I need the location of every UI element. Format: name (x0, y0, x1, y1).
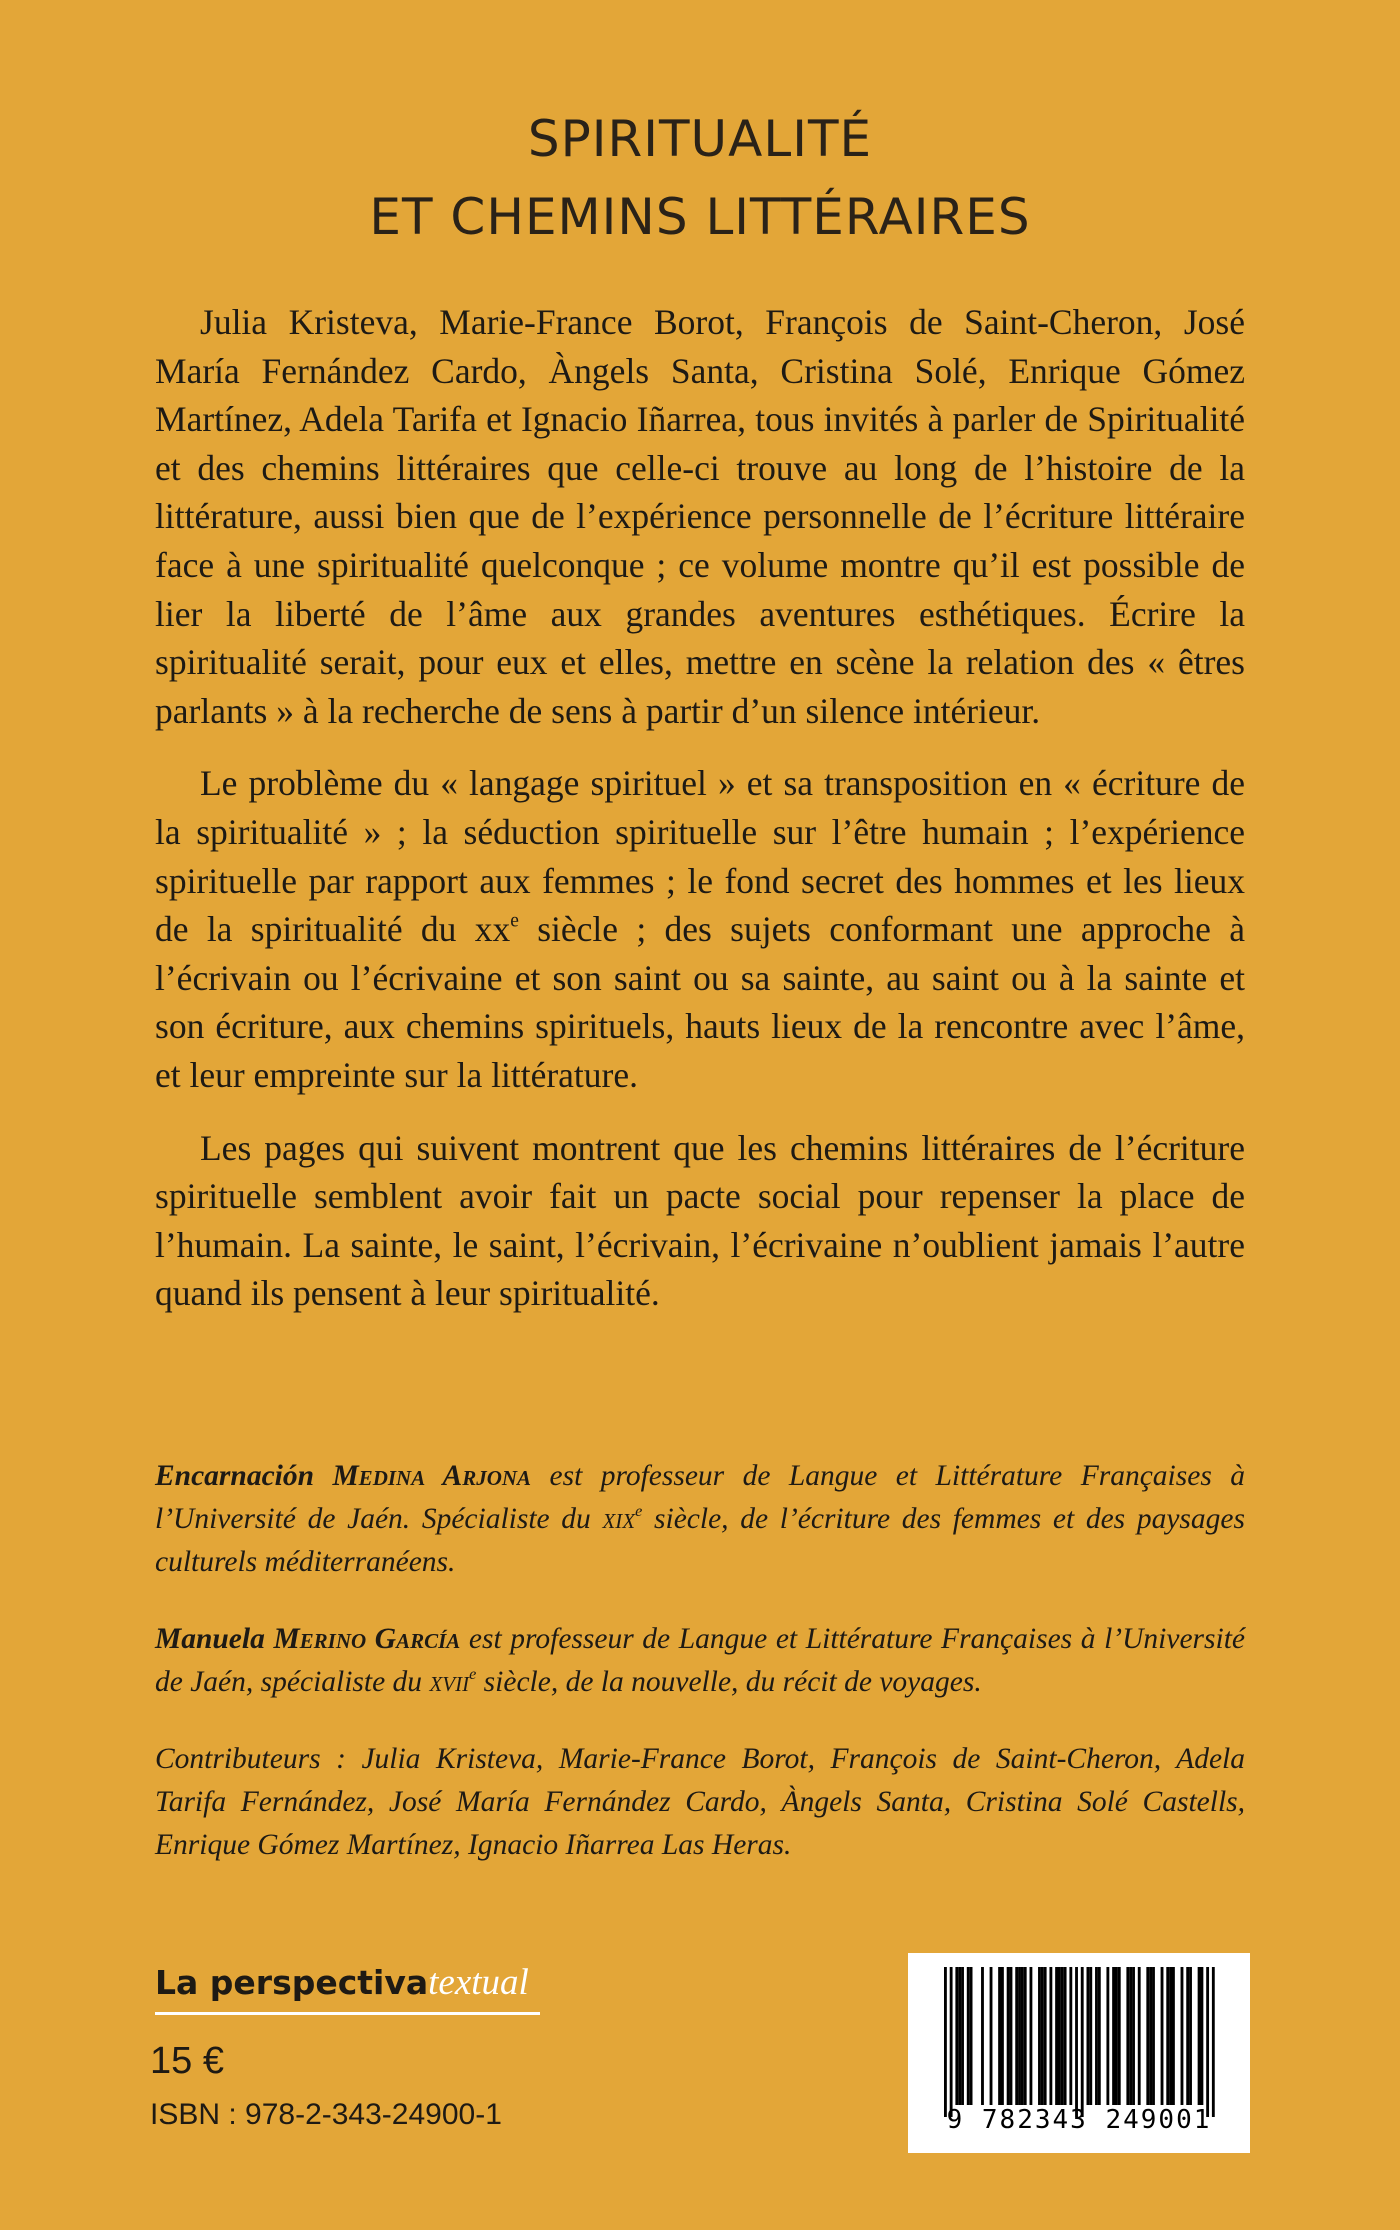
collection-underline (155, 2012, 540, 2015)
collection-name-italic: textual (428, 1962, 529, 2003)
barcode-bar (1129, 1967, 1132, 2105)
barcode-bar (1049, 1967, 1052, 2105)
barcode-bar (1061, 1967, 1064, 2105)
collection-name-bold: La perspectiva (155, 1963, 429, 2002)
barcode-bar (1138, 1967, 1141, 2105)
barcode-bar (1126, 1967, 1129, 2105)
author-2-last-name: Merino García (273, 1623, 461, 1655)
barcode-bar (1038, 1967, 1041, 2105)
barcode-bar (958, 1967, 961, 2105)
barcode-bar (1186, 1967, 1189, 2105)
author-1-first-name: Encarnación (155, 1460, 315, 1492)
barcode-bar (1087, 1967, 1090, 2105)
barcode-bar (967, 1967, 970, 2105)
barcode-bar (1166, 1967, 1169, 2105)
bio-1-text-a: est professeur de Langue et Littérature Françaises à l’Université de Jaén. Spécialiste du (155, 1460, 1245, 1535)
barcode-bar (961, 1967, 964, 2105)
barcode-bar (1172, 1967, 1175, 2105)
barcode-bar (1115, 1967, 1118, 2105)
blurb-paragraph-2-end: siècle ; des sujets conformant une approche à l’écrivain ou l’écrivaine et son saint ou sa sainte, au saint ou à la sainte et son écriture, aux chemins spirituels, hauts lieux de la rencontre avec l’âme, et leur empreinte sur la littérature. (155, 909, 1245, 1095)
barcode-bar (1198, 1967, 1201, 2105)
barcode-bar (1112, 1967, 1115, 2105)
barcode-bar (1152, 1967, 1155, 2105)
author-1-name (155, 1460, 531, 1492)
barcode-bar (990, 1967, 993, 2105)
book-title (0, 100, 1400, 256)
barcode-bar (1161, 1967, 1164, 2105)
barcode-bar (955, 1967, 958, 2105)
barcode-bar (998, 1967, 1001, 2105)
barcode-bar (1001, 1967, 1004, 2105)
barcode-bar (1021, 1967, 1024, 2105)
title-line-2: ET CHEMINS LITTÉRAIRES (369, 188, 1031, 246)
blurb-paragraph-3: Les pages qui suivent montrent que les chemins littéraires de l’écriture spirituelle semblent avoir fait un pacte social pour repenser la place de l’humain. La sainte, le saint, l’écrivain, l’écrivaine n’oublient jamais l’autre quand ils pensent à leur spiritualité. (155, 1127, 1245, 1314)
bio-1-century: xix (602, 1503, 636, 1535)
barcode-bar (1041, 1967, 1044, 2105)
barcode-bar (1007, 1967, 1010, 2105)
barcode-bar (1064, 1967, 1067, 2105)
barcode-bar (1206, 1967, 1209, 2117)
barcode-bar (1044, 1967, 1047, 2105)
blurb-paragraph-2 (155, 759, 1245, 1099)
barcode-bar (1189, 1967, 1192, 2105)
barcode-bar (1132, 1967, 1135, 2105)
bio-2-century: xvii (429, 1666, 470, 1698)
bio-author-1 (155, 1455, 1245, 1584)
bio-1-text-b: siècle, de l’écriture des femmes et des paysages culturels méditerranéens. (155, 1503, 1245, 1578)
barcode-bar (1169, 1967, 1172, 2105)
blurb-paragraph-1: Julia Kristeva, Marie-France Borot, François de Saint-Cheron, José María Fernández Cardo, Àngels Santa, Cristina Solé, Enrique Gómez Martínez, Adela Tarifa et Ignacio Iñarrea, tous invités à parler de Spiritualité et des chemins littéraires que celle-ci trouve au long de l’histoire de la littérature, aussi bien que de l’expérience personnelle de l’écriture littéraire face à une spiritualité quelconque ; ce volume montre qu’il est possible de lier la liberté de l’âme aux grandes aventures esthétiques. Écrire la spiritualité serait, pour eux et elles, mettre en scène la relation des « êtres parlants » à la recherche de sens à partir d’un silence intérieur. (155, 302, 1245, 731)
barcode-bar (1055, 1967, 1058, 2105)
barcode-bar (970, 1967, 973, 2105)
author-2-name (155, 1623, 460, 1655)
barcode-bar (981, 1967, 984, 2105)
barcode-bar (1212, 1967, 1215, 2117)
barcode-bar (1118, 1967, 1121, 2105)
barcode-digits: 9 782343 249001 (946, 2105, 1212, 2135)
barcode-bar (1081, 1967, 1084, 2117)
collection-logo (155, 1955, 540, 2015)
barcode-bar (1030, 1967, 1033, 2105)
barcode-bar (1181, 1967, 1184, 2105)
barcode-bar (1106, 1967, 1109, 2105)
bio-1-century-sup: e (635, 1501, 643, 1520)
author-1-last-name: Medina Arjona (332, 1460, 532, 1492)
barcode-bar (1149, 1967, 1152, 2105)
bio-2-text-b: siècle, de la nouvelle, du récit de voyages. (476, 1666, 982, 1698)
barcode-bar (1058, 1967, 1061, 2105)
blurb (155, 298, 1245, 1342)
barcode-bar (944, 1967, 947, 2117)
blurb-paragraph-2-start: Le problème du « langage spirituel » et sa transposition en « écriture de la spiritualité » ; la séduction spirituelle sur l’être humain ; l’expérience spirituelle par rapport aux femmes ; le fond secret des hommes et les lieux de la spiritualité du xx (155, 763, 1245, 950)
barcode-bar (1010, 1967, 1013, 2105)
barcode (908, 1953, 1250, 2153)
barcode-bar (1075, 1967, 1078, 2117)
barcode-bar (1089, 1967, 1092, 2105)
bio-2-text-a: est professeur de Langue et Littérature Françaises à l’Université de Jaén, spécialiste du (155, 1623, 1245, 1698)
author-2-first-name: Manuela (155, 1623, 265, 1655)
barcode-bar (1201, 1967, 1204, 2105)
author-bios (155, 1455, 1245, 1901)
barcode-bar (1095, 1967, 1098, 2105)
barcode-bar (1015, 1967, 1018, 2105)
contributors: Contributeurs : Julia Kristeva, Marie-France Borot, François de Saint-Cheron, Adela Tarifa Fernández, José María Fernández Cardo, Àngels Santa, Cristina Solé Castells, Enrique Gómez Martínez, Ignacio Iñarrea Las Heras. (155, 1743, 1245, 1861)
century-superscript: e (510, 910, 519, 932)
barcode-bar (950, 1967, 953, 2117)
collection-name (155, 1961, 529, 2004)
bio-2-century-sup: e (469, 1664, 477, 1683)
barcode-bar (1024, 1967, 1027, 2105)
barcode-bar (1069, 1967, 1072, 2105)
price: 15 € (150, 2040, 224, 2082)
barcode-bar (1098, 1967, 1101, 2105)
barcode-bar (1146, 1967, 1149, 2105)
title-line-1: SPIRITUALITÉ (527, 110, 873, 168)
barcode-bar (1018, 1967, 1021, 2105)
bio-author-2 (155, 1618, 1245, 1704)
isbn: ISBN : 978-2-343-24900-1 (150, 2098, 502, 2131)
